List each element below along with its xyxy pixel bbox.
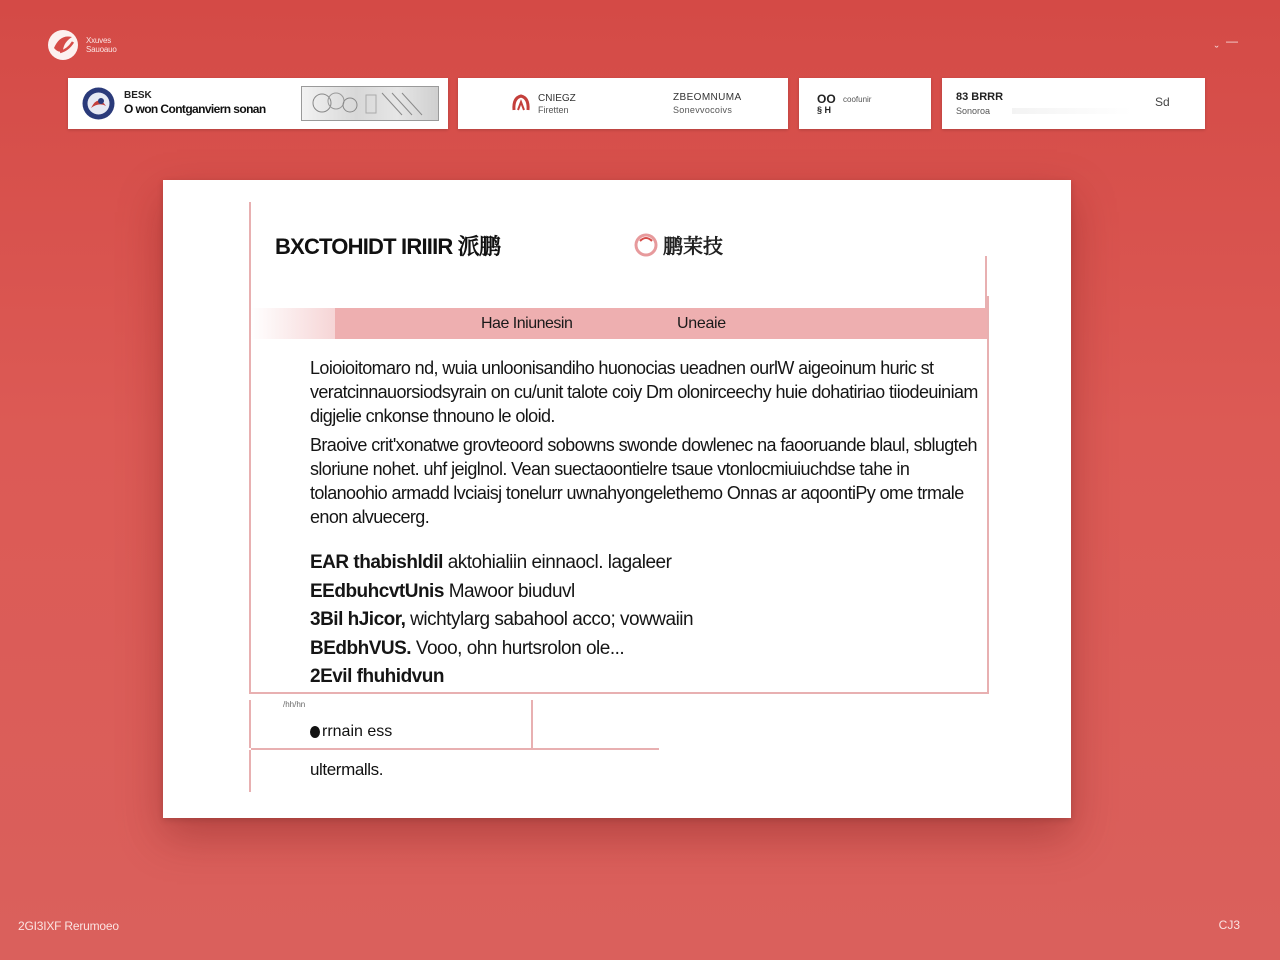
list-item-value: Mawoor biuduvl <box>448 580 575 602</box>
document-title: BXCTOHIDT IRIIIR 派鹏 <box>275 234 501 259</box>
status-right-subtitle: Sonevvocoivs <box>673 105 733 115</box>
list-item <box>310 606 693 635</box>
status-right-title: ZBEOMNUMA <box>673 92 742 103</box>
list-item-key: 2Evil fhuhidvun <box>310 666 444 687</box>
thumbnail-pattern-icon <box>302 87 438 120</box>
glyph-label: coofunir <box>843 95 872 104</box>
paragraph-2: Braoive crit'xonatwe grovteoord sobowns swonde dowlenec na faooruande blaul, sblugteh sloriune nohet. uhf jeiglnol. Vean suectaoontielre tsaue vtonlocmiuiuchdse tahe in tolanoohio armadd lvciaisj tonelurr uwnahyongelethemo Onnas ar aqoontiPy ome trmale enon alvuecerg. <box>310 435 977 527</box>
paragraph-1: Loioioitomaro nd, wuia unloonisandiho huonocias ueadnen ourlW aigeoinum huric st veratcinnauorsiodsyrain on cu/unit talote coiy Dm olonirceechy huie dohatiriao tiiodeuiniam digjelie cnkonse thnouno le oloid. <box>310 358 978 426</box>
band-left-label: Hae Iniunesin <box>481 314 573 332</box>
band-fade <box>251 308 335 339</box>
list-item-key: EAR thabishldil <box>310 552 443 573</box>
profile-code: BESK <box>124 90 152 101</box>
glyph-top: OO <box>817 92 836 106</box>
list-item <box>310 549 693 578</box>
profile-name: O won Contganviern sonan <box>124 102 266 116</box>
profile-thumbnail <box>301 86 439 121</box>
frame-line <box>251 748 659 750</box>
document-footer-text: ultermalls. <box>310 760 384 779</box>
section-header-band <box>335 308 987 339</box>
status-subtitle: Firetten <box>538 105 569 115</box>
list-item-value: aktohialiin einnaocl. lagaleer <box>447 552 672 573</box>
frame-line <box>249 202 251 296</box>
header-card-profile[interactable] <box>68 78 448 129</box>
brand-line2: Sauoauo <box>86 45 117 54</box>
brand-line1: Xxuves <box>86 36 112 45</box>
page-footer-label: 2GI3IXF Rerumoeo <box>18 919 119 933</box>
avatar <box>81 86 116 121</box>
bullet-label: rrnain ess <box>322 723 393 740</box>
list-item <box>310 578 693 607</box>
key-value-list <box>310 549 693 692</box>
window-controls-icon[interactable]: ˬ — <box>1214 34 1240 48</box>
header-card-code[interactable] <box>942 78 1205 129</box>
list-item <box>310 635 693 664</box>
header-card-glyph[interactable] <box>799 78 931 129</box>
app-logo[interactable] <box>46 28 117 62</box>
list-item-key: BEdbhVUS. <box>310 637 412 659</box>
status-title: CNIEGZ <box>538 93 576 104</box>
document-title-right <box>633 230 723 259</box>
frame-line <box>249 750 251 792</box>
document-panel <box>163 180 1071 818</box>
code-card-subtitle: Sonoroa <box>956 106 991 116</box>
header-card-status[interactable] <box>458 78 788 129</box>
list-item-key: EEdbuhcvtUnis <box>310 580 444 602</box>
code-card-divider <box>1012 108 1132 114</box>
page-footer-code[interactable]: CJ3 <box>1218 918 1240 932</box>
bullet-dot-icon <box>310 726 320 738</box>
list-item <box>310 663 693 692</box>
code-card-right: Sd <box>1155 95 1170 109</box>
brand-logo-icon <box>46 28 80 62</box>
status-logo-icon <box>510 92 532 114</box>
seal-icon <box>633 232 659 258</box>
list-item-value: Vooo, ohn hurtsrolon ole... <box>415 637 625 659</box>
code-card-title: 83 BRRR <box>956 91 1004 103</box>
bullet-item[interactable] <box>310 723 392 741</box>
list-item-value: wichtylarg sabahool acco; vowwaiin <box>410 609 694 630</box>
glyph-bottom: § H <box>817 105 832 115</box>
list-item-key: 3Bil hJicor, <box>310 609 406 630</box>
band-right-label: Uneaie <box>677 314 726 332</box>
document-title-right-text: 鹏茉技 <box>663 236 723 258</box>
brand-text <box>86 36 117 54</box>
sub-section-caption: /hh/hn <box>283 700 306 709</box>
